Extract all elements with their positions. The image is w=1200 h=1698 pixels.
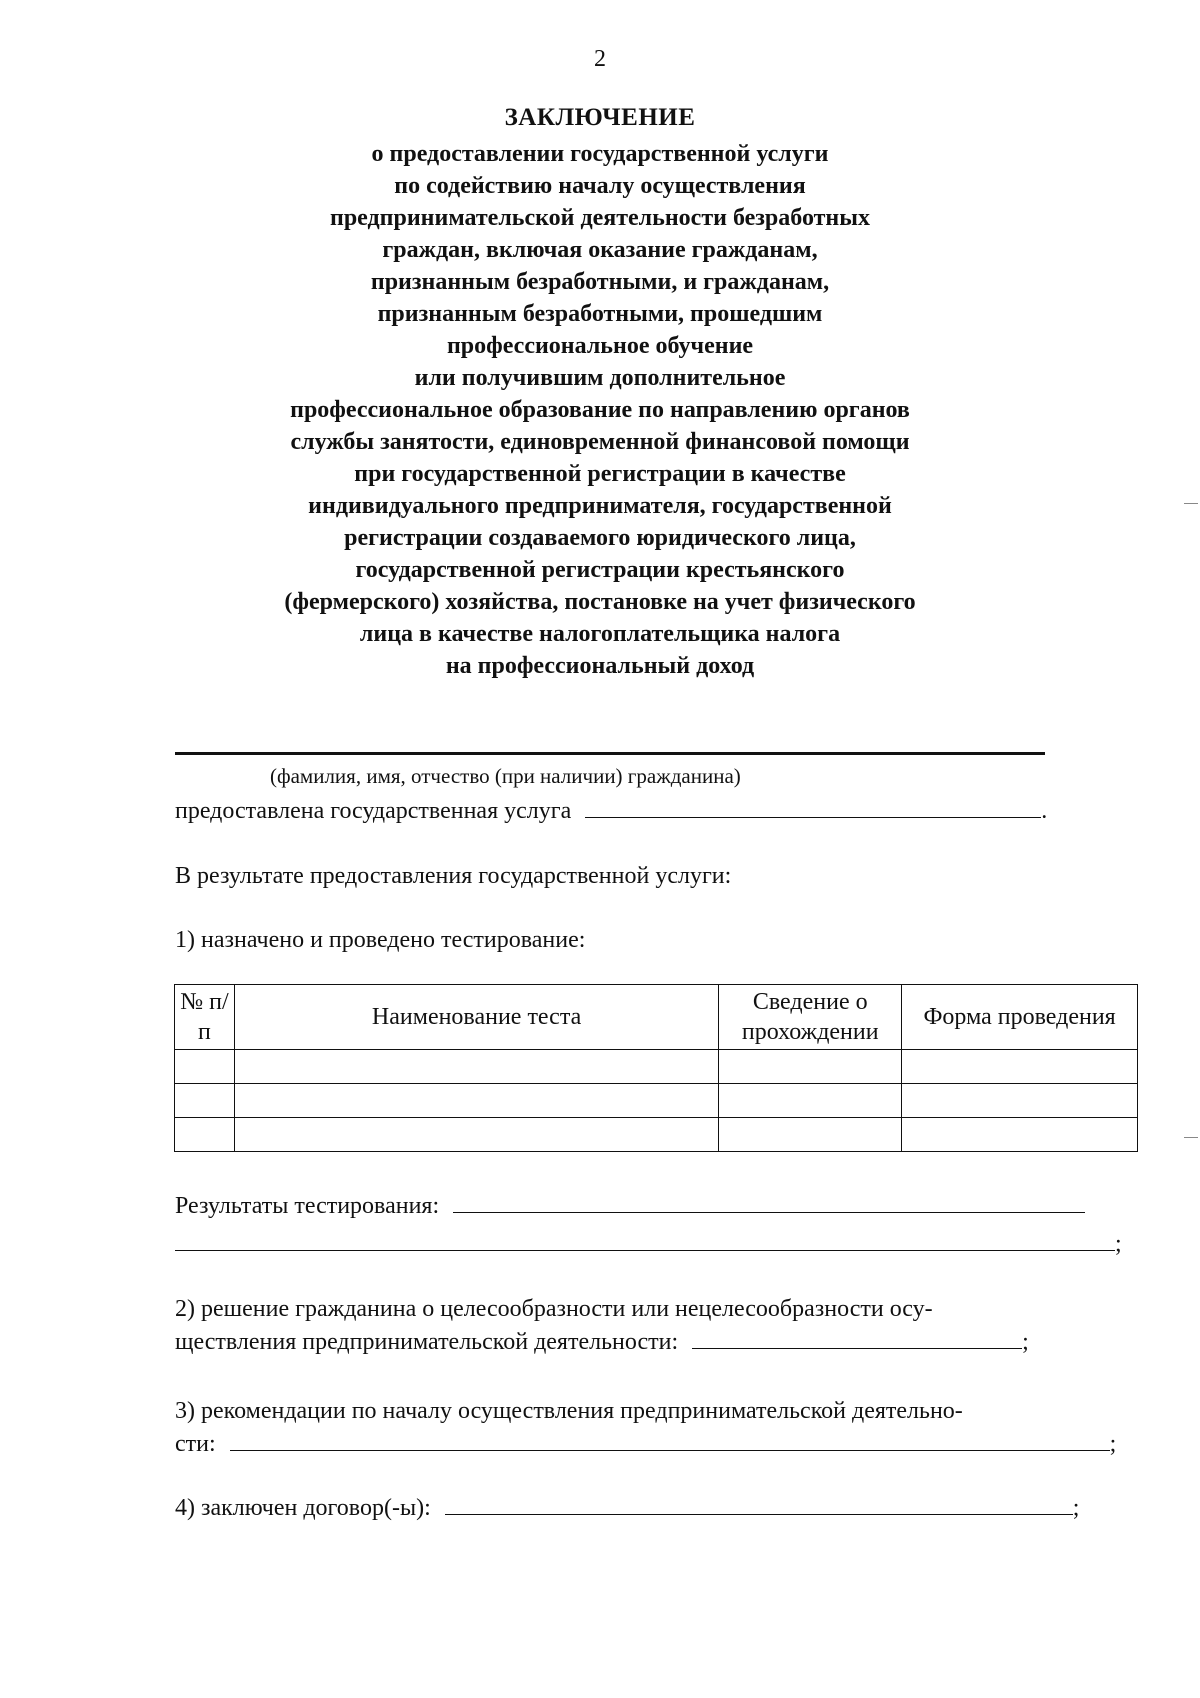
page-number: 2 [594, 46, 606, 72]
item-3-blank[interactable] [230, 1430, 1110, 1451]
table-cell[interactable] [175, 1050, 235, 1084]
subtitle-line: службы занятости, единовременной финансовой помощи [290, 429, 910, 455]
subtitle-line: по содействию началу осуществления [394, 173, 806, 199]
table-cell[interactable] [719, 1118, 902, 1152]
citizen-name-line[interactable] [175, 752, 1045, 755]
subtitle-line: граждан, включая оказание гражданам, [382, 237, 818, 263]
service-provided-row [175, 797, 1047, 825]
item-4-text: 4) заключен договор(-ы): [175, 1495, 431, 1521]
item-2-line-1: 2) решение гражданина о целесообразности или нецелесообразности осу- [175, 1296, 933, 1322]
table-cell[interactable] [902, 1118, 1138, 1152]
service-provided-label: предоставлена государственная услуга [175, 798, 572, 824]
table-header-row [175, 985, 1138, 1050]
subtitle-line: (фермерского) хозяйства, постановке на учет физического [284, 589, 916, 615]
subtitle-line: о предоставлении государственной услуги [371, 141, 829, 167]
service-end-period: . [1041, 798, 1048, 824]
subtitle-line: признанным безработными, прошедшим [377, 301, 823, 327]
document-subtitle [150, 138, 1050, 682]
table-cell[interactable] [719, 1084, 902, 1118]
item-2-blank[interactable] [692, 1328, 1022, 1349]
subtitle-line: предпринимательской деятельности безработных [330, 205, 870, 231]
table-row [175, 1084, 1138, 1118]
item-4-blank[interactable] [445, 1494, 1073, 1515]
semicolon: ; [1072, 1495, 1080, 1521]
col-header-number: № п/п [175, 985, 235, 1050]
table-cell[interactable] [902, 1084, 1138, 1118]
test-results-row [175, 1192, 1085, 1220]
subtitle-line: или получившим дополнительное [414, 365, 786, 391]
test-results-blank-2[interactable] [175, 1230, 1115, 1251]
results-intro: В результате предоставления государственной услуги: [175, 863, 732, 889]
item-4-row [175, 1494, 1079, 1522]
subtitle-line: регистрации создаваемого юридического лица, [344, 525, 856, 551]
item-3-line-2 [175, 1430, 1116, 1458]
col-header-test-name: Наименование теста [234, 985, 718, 1050]
table-row [175, 1118, 1138, 1152]
item-2-line-2 [175, 1328, 1029, 1356]
col-header-form: Форма проведения [902, 985, 1138, 1050]
semicolon: ; [1109, 1431, 1117, 1457]
subtitle-line: индивидуального предпринимателя, государственной [308, 493, 892, 519]
margin-mark [1184, 1137, 1198, 1138]
table-cell[interactable] [175, 1084, 235, 1118]
item-3-text: сти: [175, 1431, 216, 1457]
item-1-testing: 1) назначено и проведено тестирование: [175, 927, 586, 953]
table-cell[interactable] [234, 1118, 718, 1152]
subtitle-line: профессиональное образование по направлению органов [290, 397, 910, 423]
table-row [175, 1050, 1138, 1084]
col-header-completion: Сведение о прохождении [719, 985, 902, 1050]
subtitle-line: при государственной регистрации в качестве [354, 461, 846, 487]
test-results-row-2 [175, 1230, 1122, 1258]
semicolon: ; [1115, 1231, 1122, 1257]
subtitle-line: признанным безработными, и гражданам, [370, 269, 830, 295]
table-cell[interactable] [175, 1118, 235, 1152]
test-results-label: Результаты тестирования: [175, 1193, 440, 1219]
subtitle-line: на профессиональный доход [445, 653, 755, 679]
item-2-text: ществления предпринимательской деятельности: [175, 1329, 679, 1355]
margin-mark [1184, 503, 1198, 504]
table-cell[interactable] [234, 1084, 718, 1118]
tests-table [174, 984, 1138, 1152]
table-cell[interactable] [234, 1050, 718, 1084]
item-3-line-1: 3) рекомендации по началу осуществления предпринимательской деятельно- [175, 1398, 963, 1424]
table-cell[interactable] [902, 1050, 1138, 1084]
service-name-blank[interactable] [585, 797, 1041, 818]
subtitle-line: лица в качестве налогоплательщика налога [359, 621, 841, 647]
subtitle-line: государственной регистрации крестьянского [355, 557, 845, 583]
test-results-blank-1[interactable] [453, 1192, 1085, 1213]
semicolon: ; [1022, 1329, 1029, 1355]
table-cell[interactable] [719, 1050, 902, 1084]
document-title: ЗАКЛЮЧЕНИЕ [504, 104, 696, 131]
citizen-name-caption: (фамилия, имя, отчество (при наличии) гражданина) [270, 764, 741, 788]
subtitle-line: профессиональное обучение [446, 333, 754, 359]
